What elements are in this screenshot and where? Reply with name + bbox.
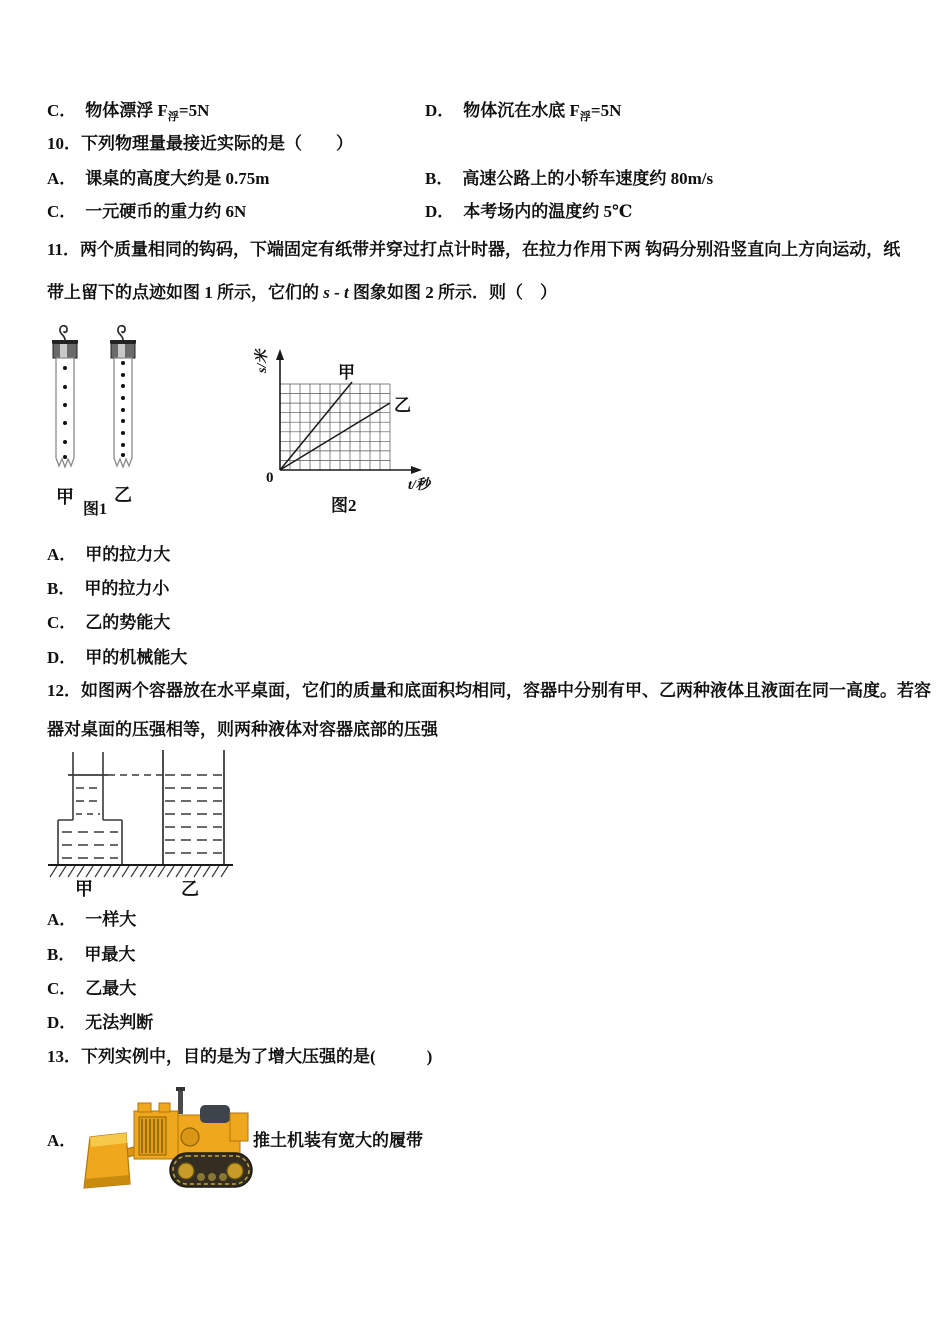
weight-highlight <box>118 344 125 358</box>
prev-option-c <box>47 101 210 123</box>
option-text: 一样大 <box>85 910 137 929</box>
question-11-stem-line1: 11．两个质量相同的钩码，下端固定有纸带并穿过打点计时器，在拉力作用下两 钩码分别沿竖直向上方向运动，纸 <box>47 240 901 259</box>
option-letter: B． <box>47 945 76 964</box>
option-text: 课桌的高度大约是 0.75m <box>85 169 270 188</box>
fig1-caption: 图1 <box>83 501 108 518</box>
fuel-tank <box>230 1113 248 1141</box>
y-axis-arrow-icon <box>276 349 284 360</box>
line-yi-label: 乙 <box>394 396 411 415</box>
figure2-st-graph <box>253 343 443 515</box>
weight-flange <box>52 340 78 344</box>
q11-option-d <box>47 647 187 669</box>
option-text: 物体沉在水底 F <box>463 101 580 120</box>
option-text: 甲的拉力小 <box>84 579 170 598</box>
container-jia-label: 甲 <box>75 879 93 899</box>
seat <box>200 1105 230 1123</box>
ground-hatching <box>50 866 228 877</box>
option-text: 甲最大 <box>84 945 136 964</box>
q10-option-b <box>425 168 713 190</box>
question-12-stem-line2: 器对桌面的压强相等，则两种液体对容器底部的压强 <box>47 720 438 739</box>
q12-option-c <box>47 978 136 1000</box>
figure-containers <box>45 748 240 898</box>
q10-option-a <box>47 169 269 188</box>
question-10-options-cd <box>47 201 633 223</box>
question-13-stem: 13．下列实例中，目的是为了增大压强的是( ) <box>47 1047 433 1066</box>
option-text: 甲的拉力大 <box>85 545 171 564</box>
option-letter: C． <box>47 979 77 998</box>
weight-flange <box>110 340 136 344</box>
option-text: 无法判断 <box>85 1013 154 1032</box>
prev-question-options-row <box>47 100 622 128</box>
sprocket-wheel <box>227 1163 243 1179</box>
x-axis-label: t/秒 <box>408 478 430 493</box>
hook-icon <box>60 326 67 340</box>
container-yi-label: 乙 <box>181 879 199 899</box>
option-letter: C． <box>47 101 77 120</box>
tape-yi <box>110 326 136 467</box>
grid-vertical-lines <box>280 384 390 470</box>
x-axis-arrow-icon <box>411 466 422 474</box>
subscript-fu: 浮 <box>579 111 591 123</box>
bulldozer-illustration <box>84 1087 252 1188</box>
idler-wheel <box>178 1163 194 1179</box>
origin-label: 0 <box>266 470 274 486</box>
line-jia <box>280 382 352 470</box>
stem-text: 带上留下的点迹如图 1 所示，它们的 <box>47 283 324 302</box>
figure1-paper-tapes <box>50 320 145 518</box>
option-text-suffix: =5N <box>590 101 622 120</box>
question-11-stem-line2 <box>47 282 557 304</box>
fig2-caption: 图2 <box>331 496 357 515</box>
q13-option-a-letter: A． <box>47 1131 77 1150</box>
line-jia-label: 甲 <box>338 363 355 382</box>
option-text: 高速公路上的小轿车速度约 80m/s <box>462 169 714 188</box>
q12-option-d <box>47 1012 153 1034</box>
option-text-suffix: =5N <box>178 101 210 120</box>
prev-option-d <box>425 100 621 128</box>
option-letter: C． <box>47 613 77 632</box>
option-letter: A． <box>47 169 77 188</box>
subscript-fu: 浮 <box>167 111 179 123</box>
question-10-stem: 10．下列物理量最接近实际的是（ ） <box>47 134 353 153</box>
flywheel <box>181 1128 199 1146</box>
q10-option-d <box>425 201 632 223</box>
option-text: 本考场内的温度约 5℃ <box>463 202 633 221</box>
option-text: 乙的势能大 <box>85 613 171 632</box>
container-yi <box>108 750 224 865</box>
option-letter: D． <box>425 101 455 120</box>
option-letter: C． <box>47 202 77 221</box>
question-12-stem-line1: 12．如图两个容器放在水平桌面，它们的质量和底面积均相同，容器中分别有甲、乙两种液体且液面在同一高度。若容 <box>47 681 931 700</box>
fig1-label-jia: 甲 <box>56 487 74 507</box>
q11-option-c <box>47 612 170 634</box>
y-axis-label: s/米 <box>255 349 270 373</box>
bulldozer-image <box>82 1087 257 1199</box>
stem-text: 图象如图 2 所示．则（ ） <box>348 283 557 302</box>
st-variable: s - t <box>323 283 349 302</box>
paper-tape <box>56 358 74 467</box>
option-text: 物体漂浮 F <box>85 101 168 120</box>
option-letter: D． <box>47 648 77 667</box>
option-text: 甲的机械能大 <box>85 648 188 667</box>
q12-option-a <box>47 909 136 931</box>
option-text: 一元硬币的重力约 6N <box>85 202 247 221</box>
ground <box>48 865 233 877</box>
option-letter: B． <box>425 169 454 188</box>
question-10-options-ab <box>47 168 714 190</box>
fig1-label-yi: 乙 <box>114 485 132 505</box>
weight-highlight <box>60 344 67 358</box>
q12-option-b <box>47 944 135 966</box>
tape-jia <box>52 326 78 467</box>
q10-option-c <box>47 202 246 221</box>
option-letter: B． <box>47 579 76 598</box>
option-letter: A． <box>47 545 77 564</box>
exhaust-pipe <box>178 1088 183 1114</box>
grid-horizontal-lines <box>280 384 390 470</box>
q11-option-a <box>47 544 170 566</box>
option-letter: D． <box>47 1013 77 1032</box>
container-jia <box>58 752 122 865</box>
option-text: 乙最大 <box>85 979 137 998</box>
q13-option-a-caption: 推土机装有宽大的履带 <box>253 1131 423 1150</box>
option-letter: D． <box>425 202 455 221</box>
q11-option-b <box>47 578 169 600</box>
option-letter: A． <box>47 910 77 929</box>
hook-icon <box>118 326 125 340</box>
